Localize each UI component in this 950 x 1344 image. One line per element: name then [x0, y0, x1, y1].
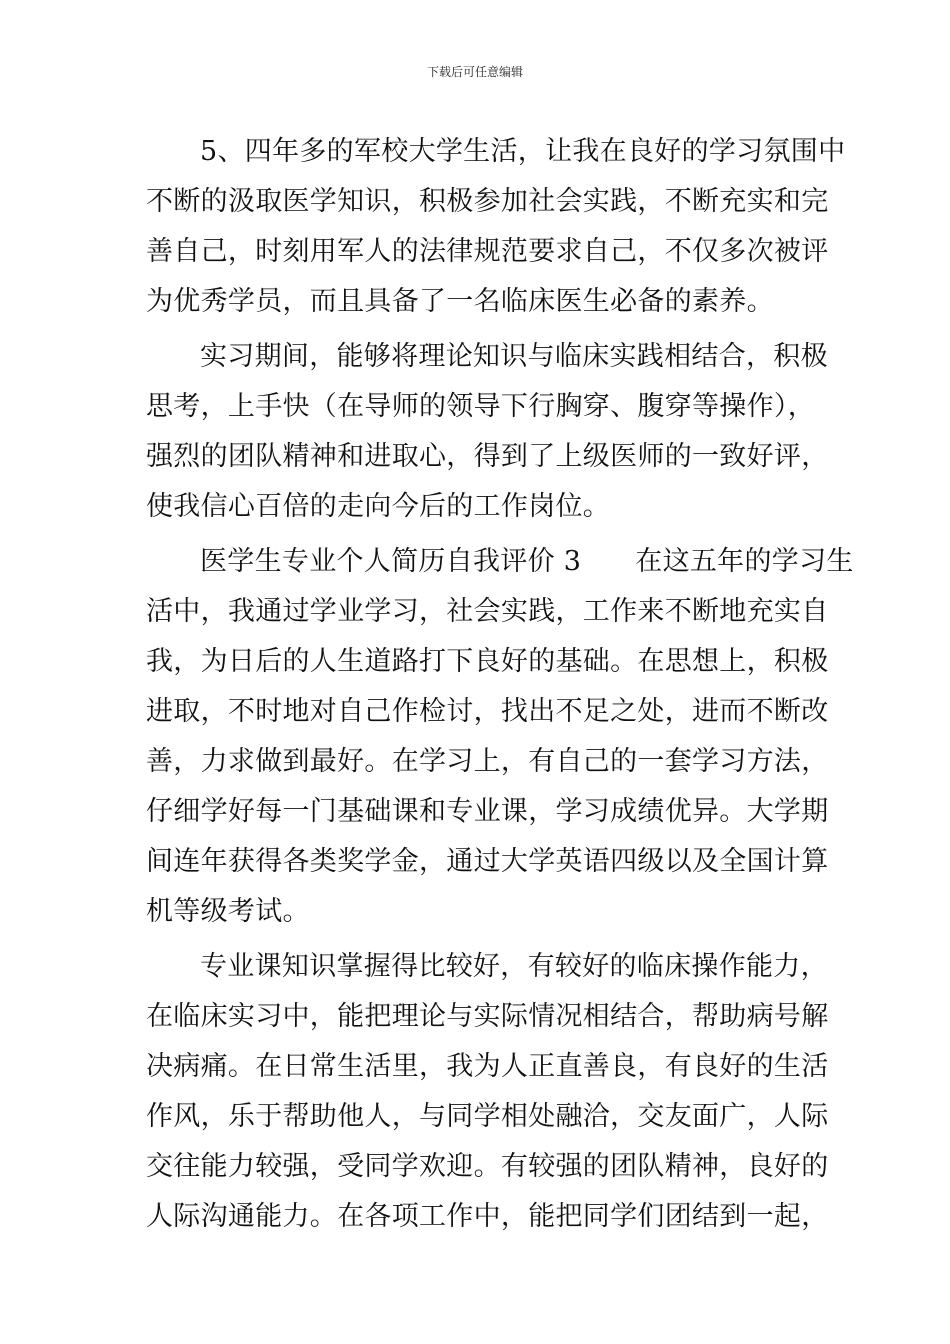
text-line: 为优秀学员，而且具备了一名临床医生必备的素养。 [146, 286, 774, 317]
text-line: 活中，我通过学业学习，社会实践，工作来不断地充实自 [146, 596, 829, 627]
text-line: 仔细学好每一门基础课和专业课，学习成绩优异。大学期 [146, 796, 829, 827]
paragraph-4 [146, 942, 829, 1242]
document-body [146, 127, 854, 1242]
page-header: 下载后可任意编辑 [426, 65, 523, 79]
text-line: 强烈的团队精神和进取心，得到了上级医师的一致好评， [146, 441, 829, 472]
heading-line-rest: 在这五年的学习生 [635, 546, 854, 577]
text-line: 决病痛。在日常生活里，我为人正直善良，有良好的生活 [146, 1051, 829, 1082]
text-line: 善自己，时刻用军人的法律规范要求自己，不仅多次被评 [146, 236, 829, 267]
text-line: 作风，乐于帮助他人，与同学相处融洽，交友面广，人际 [146, 1101, 829, 1132]
text-line: 人际沟通能力。在各项工作中，能把同学们团结到一起， [146, 1201, 829, 1232]
paragraph-3 [146, 537, 854, 937]
text-line: 思考，上手快（在导师的领导下行胸穿、腹穿等操作）， [146, 391, 815, 422]
text-line: 不断的汲取医学知识，积极参加社会实践，不断充实和完 [146, 186, 829, 217]
text-line: 善，力求做到最好。在学习上，有自己的一套学习方法， [146, 746, 829, 777]
text-line: 实习期间，能够将理论知识与临床实践相结合，积极 [200, 341, 828, 372]
text-line: 进取，不时地对自己作检讨，找出不足之处，进而不断改 [146, 696, 829, 727]
text-line: 在临床实习中，能把理论与实际情况相结合，帮助病号解 [146, 1001, 829, 1032]
paragraph-2 [146, 332, 829, 532]
text-line: 专业课知识掌握得比较好，有较好的临床操作能力， [200, 951, 828, 982]
text-line [146, 537, 854, 587]
paragraph-1 [146, 127, 846, 327]
text-line: 5、四年多的军校大学生活，让我在良好的学习氛围中 [200, 136, 846, 167]
section-heading: 医学生专业个人简历自我评价 3 [200, 546, 582, 577]
text-line: 使我信心百倍的走向今后的工作岗位。 [146, 491, 611, 522]
text-line: 交往能力较强，受同学欢迎。有较强的团队精神，良好的 [146, 1151, 829, 1182]
text-line: 我，为日后的人生道路打下良好的基础。在思想上，积极 [146, 646, 829, 677]
text-line: 机等级考试。 [146, 896, 310, 927]
text-line: 间连年获得各类奖学金，通过大学英语四级以及全国计算 [146, 846, 829, 877]
